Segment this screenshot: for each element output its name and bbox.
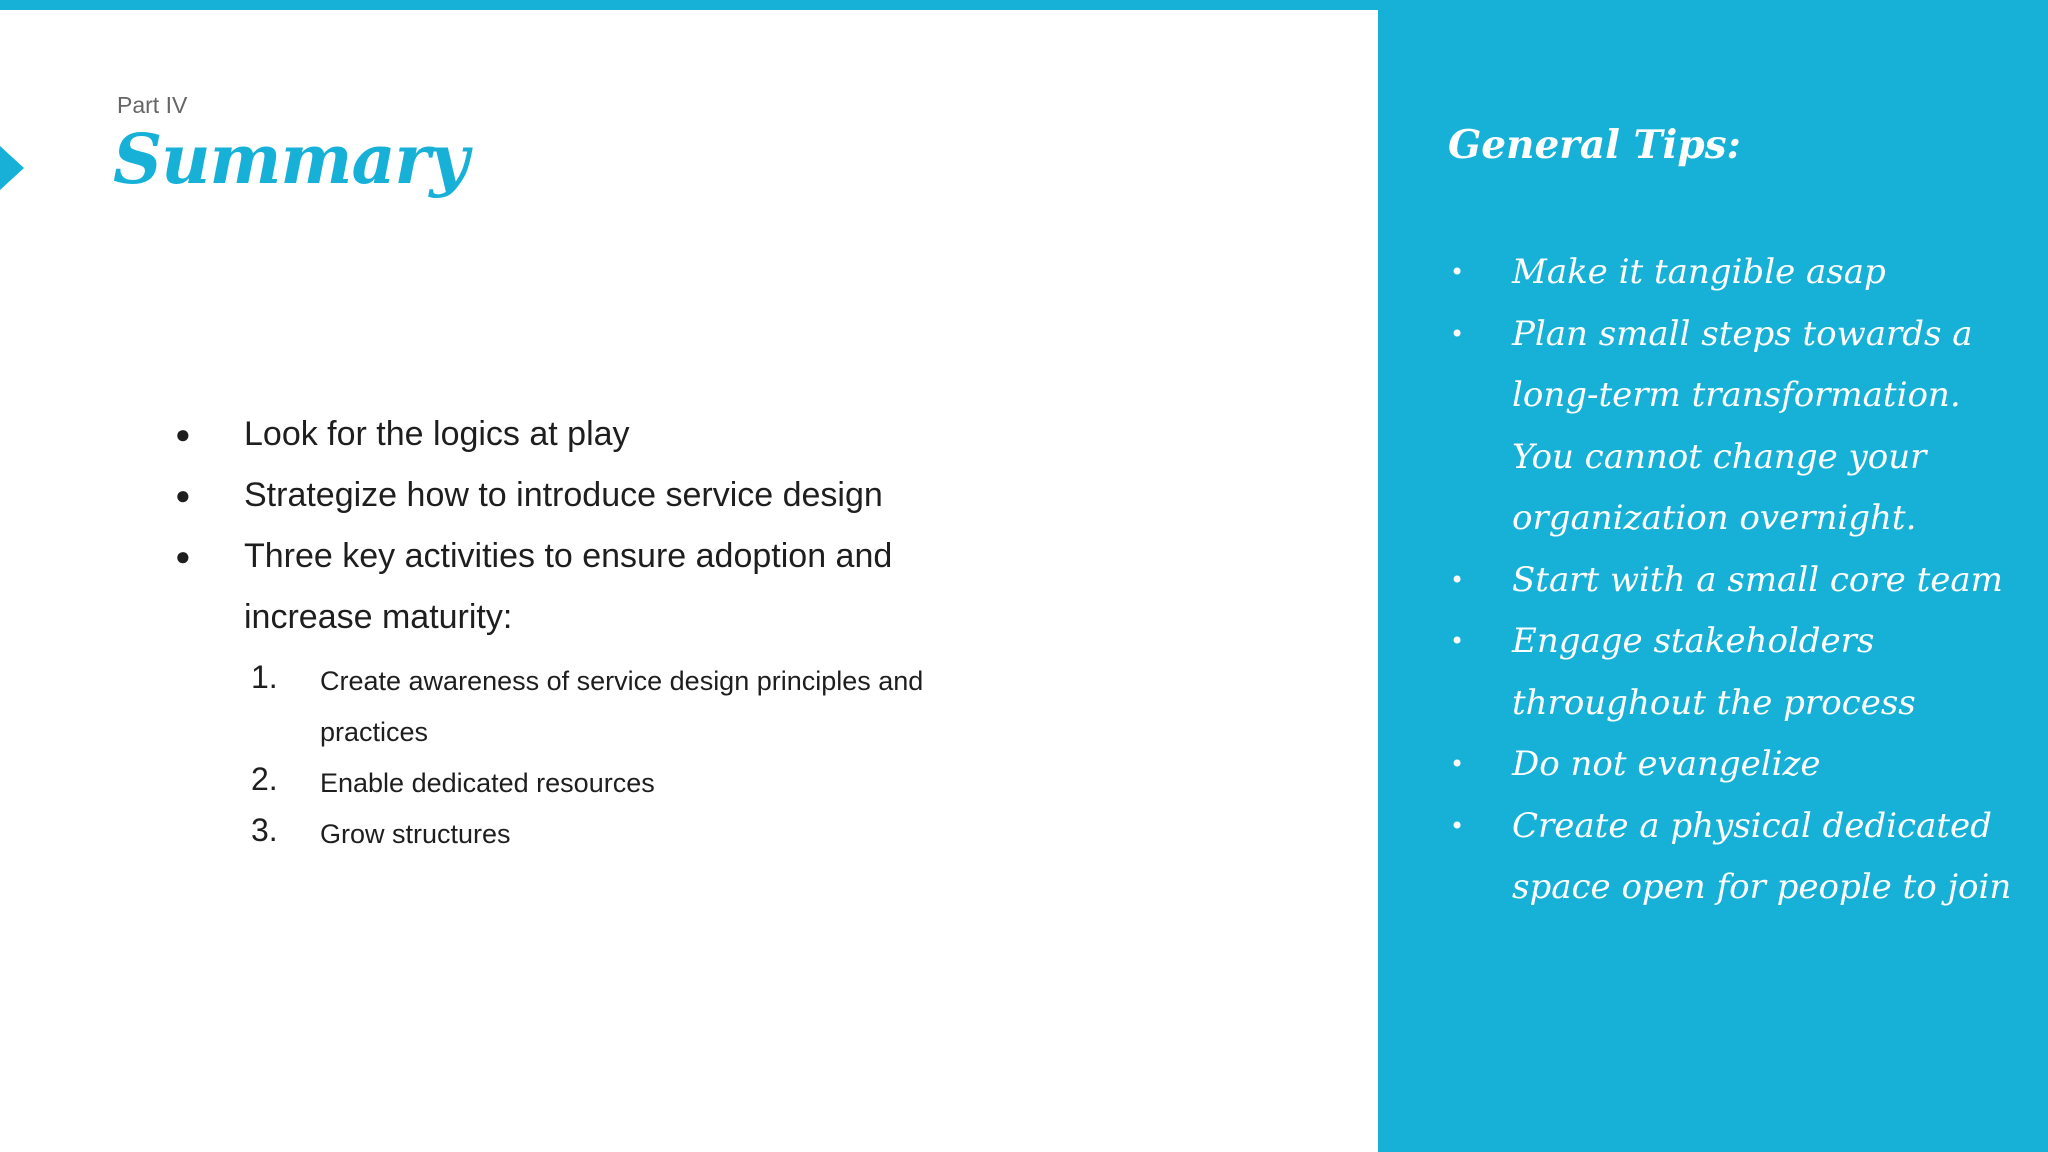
tip-item: [1448, 304, 2028, 550]
main-point-item: [175, 526, 975, 648]
tips-list: [1448, 242, 2028, 919]
main-point-item: [175, 465, 975, 526]
tip-item: [1448, 550, 2028, 612]
activities-list: [249, 656, 989, 860]
tip-text: Create a physical dedicated space open for people to join: [1512, 805, 2012, 907]
bullet-icon: •: [1450, 258, 1465, 286]
tip-text: Start with a small core team: [1512, 559, 2003, 600]
activity-number: 2.: [251, 761, 278, 797]
tip-text: Engage stakeholders throughout the process: [1512, 621, 1916, 723]
main-point-text: Strategize how to introduce service design: [244, 476, 883, 514]
activity-number: 3.: [251, 812, 278, 848]
tip-item: [1448, 611, 2028, 734]
tip-text: Plan small steps towards a long-term transformation. You cannot change your organization overnight.: [1512, 313, 1973, 538]
general-tips-panel: [1378, 10, 2048, 1152]
tip-text: Make it tangible asap: [1512, 252, 1886, 292]
activity-text: Enable dedicated resources: [320, 768, 655, 798]
bullet-icon: •: [1450, 565, 1465, 594]
activity-number: 1.: [251, 659, 278, 695]
main-points-list: [175, 404, 975, 648]
activity-item: [249, 758, 989, 809]
main-point-item: [175, 404, 975, 465]
activity-text: Grow structures: [320, 819, 511, 849]
section-arrow-marker: [0, 146, 24, 190]
tip-text: Do not evangelize: [1512, 744, 1821, 784]
tip-item: [1448, 796, 2028, 919]
bullet-icon: •: [1450, 811, 1465, 840]
main-point-text: Look for the logics at play: [244, 415, 630, 453]
tips-title: General Tips:: [1448, 122, 1741, 168]
bullet-icon: •: [1450, 627, 1465, 655]
main-point-text: Three key activities to ensure adoption and increase maturity:: [244, 537, 893, 636]
tip-item: [1448, 242, 2028, 304]
bullet-icon: •: [1450, 750, 1465, 778]
top-accent-bar: [0, 0, 2048, 10]
bullet-icon: ●: [175, 480, 191, 510]
activity-item: [249, 656, 989, 758]
activity-item: [249, 809, 989, 860]
slide-title: Summary: [113, 120, 468, 200]
bullet-icon: •: [1450, 319, 1465, 348]
section-label: Part IV: [117, 92, 188, 118]
bullet-icon: ●: [175, 541, 191, 571]
tip-item: [1448, 734, 2028, 796]
bullet-icon: ●: [175, 419, 191, 449]
activity-text: Create awareness of service design principles and practices: [320, 666, 924, 747]
